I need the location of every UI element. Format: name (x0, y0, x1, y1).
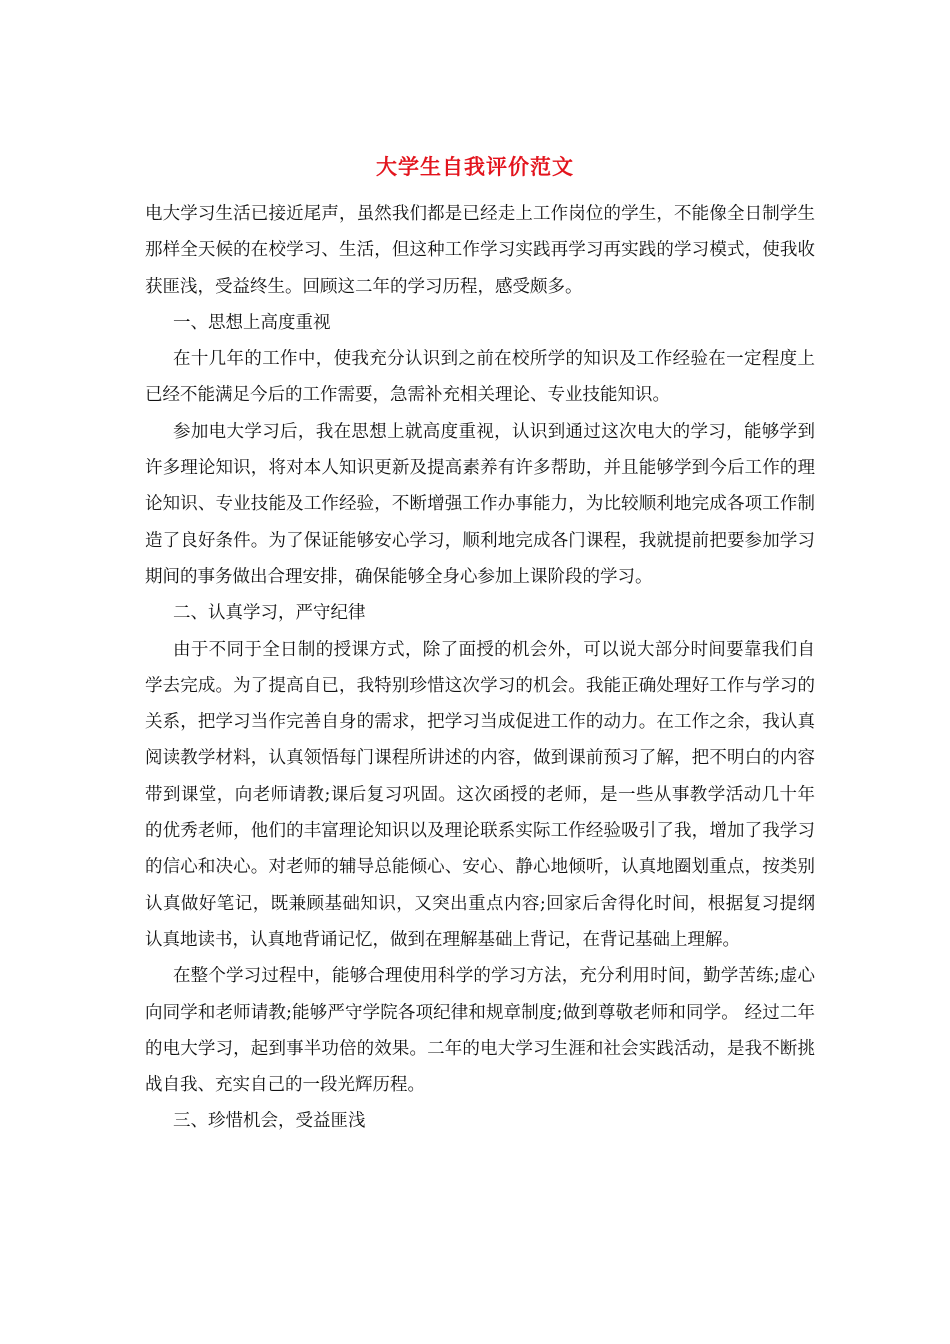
body-paragraph: 由于不同于全日制的授课方式，除了面授的机会外，可以说大部分时间要靠我们自学去完成。为了提高自已，我特别珍惜这次学习的机会。我能正确处理好工作与学习的关系，把学习当作完善自身的需求，把学习当成促进工作的动力。在工作之余，我认真阅读教学材料，认真领悟每门课程所讲述的内容，做到课前预习了解，把不明白的内容带到课堂，向老师请教;课后复习巩固。这次函授的老师，是一些从事教学活动几十年的优秀老师，他们的丰富理论知识以及理论联系实际工作经验吸引了我，增加了我学习的信心和决心。对老师的辅导总能倾心、安心、静心地倾听，认真地圈划重点，按类别认真做好笔记，既兼顾基础知识，又突出重点内容;回家后舍得化时间，根据复习提纲认真地读书，认真地背诵记忆，做到在理解基础上背记，在背记基础上理解。 (145, 639, 815, 950)
section-heading-1: 一、思想上高度重视 (173, 312, 331, 333)
body-paragraph: 在整个学习过程中，能够合理使用科学的学习方法，充分利用时间，勤学苦练;虚心向同学和老师请教;能够严守学院各项纪律和规章制度;做到尊敬老师和同学。 经过二年的电大学习，起到事半功倍的效果。二年的电大学习生涯和社会实践活动，是我不断挑战自我、充实自己的一段光辉历程。 (145, 966, 815, 1096)
intro-paragraph: 电大学习生活已接近尾声，虽然我们都是已经走上工作岗位的学生，不能像全日制学生那样全天候的在校学习、生活，但这种工作学习实践再学习再实践的学习模式，使我收获匪浅，受益终生。回顾这二年的学习历程，感受颇多。 (145, 204, 815, 297)
section-heading-2: 二、认真学习，严守纪律 (173, 603, 366, 624)
body-paragraph: 参加电大学习后，我在思想上就高度重视，认识到通过这次电大的学习，能够学到许多理论知识，将对本人知识更新及提高素养有许多帮助，并且能够学到今后工作的理论知识、专业技能及工作经验，不断增强工作办事能力，为比较顺利地完成各项工作制造了良好条件。为了保证能够安心学习，顺利地完成各门课程，我就提前把要参加学习期间的事务做出合理安排，确保能够全身心参加上课阶段的学习。 (145, 421, 815, 587)
document-body (145, 196, 815, 1140)
body-paragraph: 在十几年的工作中，使我充分认识到之前在校所学的知识及工作经验在一定程度上已经不能满足今后的工作需要，急需补充相关理论、专业技能知识。 (145, 349, 815, 406)
section-heading-3: 三、珍惜机会，受益匪浅 (173, 1111, 366, 1132)
document-title: 大学生自我评价范文 (376, 154, 574, 179)
